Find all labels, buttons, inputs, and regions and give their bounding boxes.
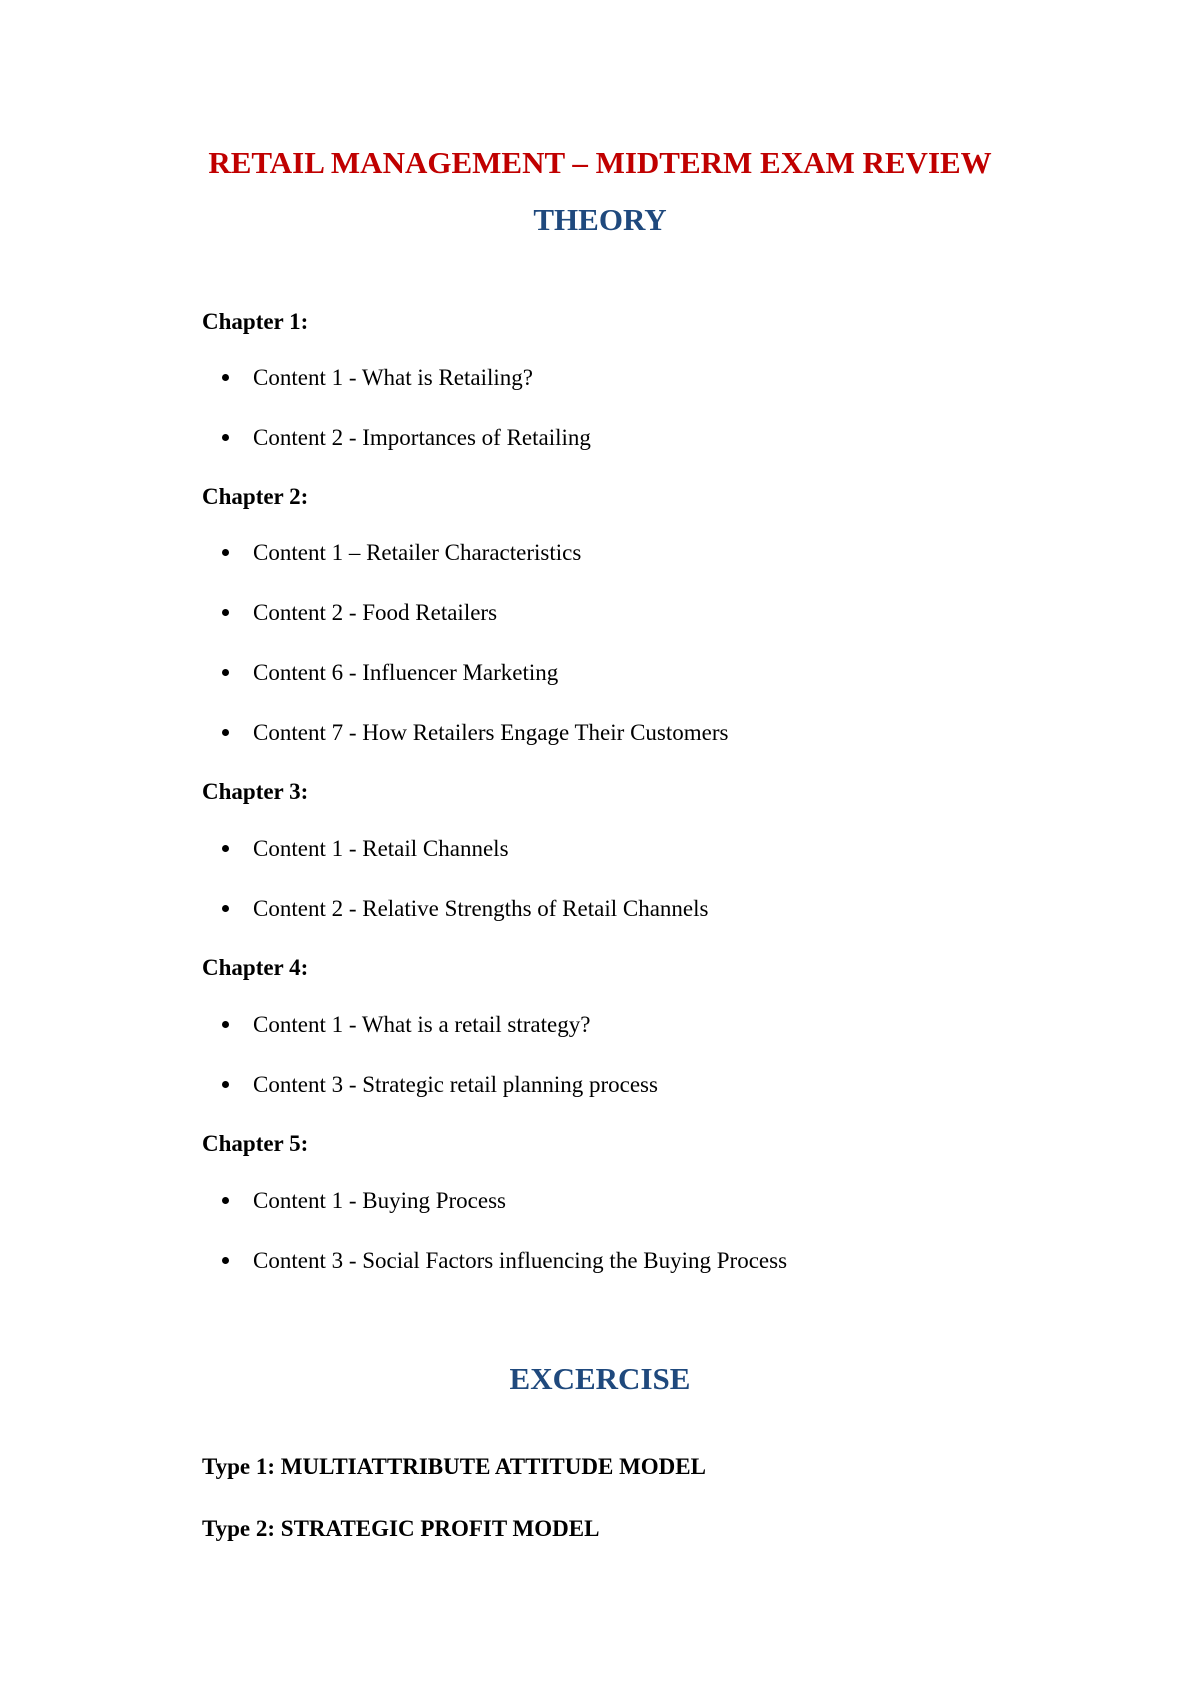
bullet-icon bbox=[222, 729, 229, 736]
chapter-heading: Chapter 4: bbox=[202, 955, 309, 980]
list-item-text: Content 7 - How Retailers Engage Their Customers bbox=[253, 720, 729, 745]
list-item bbox=[222, 1246, 787, 1276]
bullet-icon bbox=[222, 1257, 229, 1264]
list-item-text: Content 2 - Food Retailers bbox=[253, 600, 498, 625]
exercise-type-heading: Type 2: STRATEGIC PROFIT MODEL bbox=[202, 1516, 600, 1541]
bullet-icon bbox=[222, 1081, 229, 1088]
list-item bbox=[222, 834, 509, 864]
list-item-text: Content 2 - Importances of Retailing bbox=[253, 425, 591, 450]
list-item-text: Content 1 – Retailer Characteristics bbox=[253, 540, 582, 565]
bullet-icon bbox=[222, 1021, 229, 1028]
list-item-text: Content 1 - Retail Channels bbox=[253, 836, 509, 861]
section-heading-exercise: EXCERCISE bbox=[509, 1361, 691, 1396]
list-item bbox=[222, 538, 581, 568]
list-item bbox=[222, 598, 497, 628]
bullet-icon bbox=[222, 1197, 229, 1204]
list-item bbox=[222, 894, 708, 924]
list-item-text: Content 1 - Buying Process bbox=[253, 1188, 506, 1213]
list-item bbox=[222, 1070, 658, 1100]
list-item-text: Content 3 - Strategic retail planning process bbox=[253, 1072, 658, 1097]
chapter-heading: Chapter 1: bbox=[202, 309, 309, 334]
list-item-text: Content 1 - What is a retail strategy? bbox=[253, 1012, 591, 1037]
bullet-icon bbox=[222, 374, 229, 381]
list-item bbox=[222, 658, 558, 688]
bullet-icon bbox=[222, 905, 229, 912]
list-item-text: Content 1 - What is Retailing? bbox=[253, 365, 533, 390]
list-item bbox=[222, 363, 533, 393]
list-item-text: Content 2 - Relative Strengths of Retail Channels bbox=[253, 896, 709, 921]
bullet-icon bbox=[222, 609, 229, 616]
bullet-icon bbox=[222, 669, 229, 676]
list-item-text: Content 3 - Social Factors influencing the Buying Process bbox=[253, 1248, 788, 1273]
bullet-icon bbox=[222, 549, 229, 556]
list-item bbox=[222, 423, 591, 453]
chapter-heading: Chapter 5: bbox=[202, 1131, 309, 1156]
exercise-type-heading: Type 1: MULTIATTRIBUTE ATTITUDE MODEL bbox=[202, 1454, 706, 1479]
bullet-icon bbox=[222, 434, 229, 441]
list-item bbox=[222, 1186, 506, 1216]
section-heading-theory: THEORY bbox=[533, 202, 667, 237]
list-item-text: Content 6 - Influencer Marketing bbox=[253, 660, 559, 685]
chapter-heading: Chapter 3: bbox=[202, 779, 309, 804]
list-item bbox=[222, 1010, 590, 1040]
list-item bbox=[222, 718, 728, 748]
chapter-heading: Chapter 2: bbox=[202, 484, 309, 509]
document-title: RETAIL MANAGEMENT – MIDTERM EXAM REVIEW bbox=[208, 145, 992, 180]
bullet-icon bbox=[222, 845, 229, 852]
